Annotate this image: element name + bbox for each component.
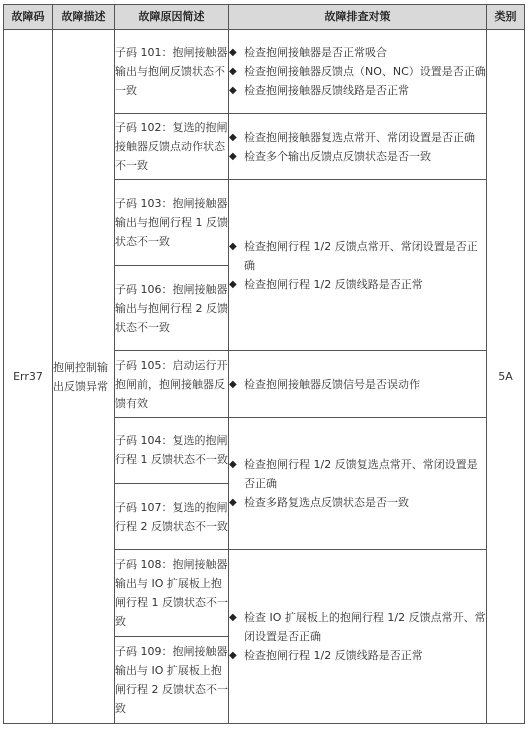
table-row bbox=[4, 30, 525, 114]
diamond-bullet-icon: ◆ bbox=[229, 650, 237, 662]
fault-code: Err37 bbox=[4, 30, 53, 724]
header-row bbox=[4, 5, 525, 30]
measure-cell bbox=[229, 417, 487, 550]
list-item bbox=[229, 237, 486, 275]
diamond-bullet-icon: ◆ bbox=[229, 150, 237, 162]
reason-cell: 子码 102：复选的抱闸接触器反馈点动作状态不一致 bbox=[115, 114, 229, 179]
fault-class: 5A bbox=[487, 30, 525, 724]
diamond-bullet-icon: ◆ bbox=[229, 612, 237, 624]
list-item bbox=[229, 62, 486, 81]
fault-table bbox=[3, 4, 525, 724]
fault-description: 抱闸控制输出反馈异常 bbox=[53, 30, 115, 724]
reason-cell: 子码 109：抱闸接触器输出与 IO 扩展板上抱闸行程 2 反馈状态不一致 bbox=[115, 636, 229, 723]
reason-cell: 子码 101：抱闸接触器输出与抱闸反馈状态不一致 bbox=[115, 30, 229, 114]
measure-cell bbox=[229, 179, 487, 351]
list-item bbox=[229, 81, 486, 100]
measure-text: 检查多路复选点反馈状态是否一致 bbox=[244, 495, 409, 509]
reason-cell: 子码 104：复选的抱闸行程 1 反馈状态不一致 bbox=[115, 417, 229, 483]
list-item bbox=[229, 275, 486, 294]
diamond-bullet-icon: ◆ bbox=[229, 278, 237, 290]
list-item bbox=[229, 147, 486, 166]
reason-cell: 子码 103：抱闸接触器输出与抱闸行程 1 反馈状态不一致 bbox=[115, 179, 229, 265]
header-reason: 故障原因简述 bbox=[115, 5, 229, 30]
list-item bbox=[229, 646, 486, 665]
measure-text: 检查抱闸接触器反馈信号是否误动作 bbox=[244, 377, 420, 391]
list-item bbox=[229, 375, 486, 394]
measure-cell bbox=[229, 351, 487, 417]
measure-text: 检查抱闸行程 1/2 反馈点常开、常闭设置是否正确 bbox=[244, 239, 478, 272]
list-item bbox=[229, 608, 486, 646]
diamond-bullet-icon: ◆ bbox=[229, 85, 237, 97]
header-measures: 故障排查对策 bbox=[229, 5, 487, 30]
measure-text: 检查抱闸行程 1/2 反馈线路是否正常 bbox=[244, 649, 423, 663]
header-class: 类别 bbox=[487, 5, 525, 30]
diamond-bullet-icon: ◆ bbox=[229, 66, 237, 78]
measure-text: 检查抱闸行程 1/2 反馈线路是否正常 bbox=[244, 277, 423, 291]
reason-cell: 子码 108：抱闸接触器输出与 IO 扩展板上抱闸行程 1 反馈状态不一致 bbox=[115, 550, 229, 636]
measure-text: 检查抱闸接触器是否正常吸合 bbox=[244, 46, 387, 60]
diamond-bullet-icon: ◆ bbox=[229, 131, 237, 143]
measure-text: 检查抱闸接触器反馈点（NO、NC）设置是否正确 bbox=[244, 65, 486, 79]
measure-cell bbox=[229, 550, 487, 724]
measure-text: 检查抱闸行程 1/2 反馈复选点常开、常闭设置是否正确 bbox=[244, 457, 478, 490]
list-item bbox=[229, 455, 486, 493]
measure-cell bbox=[229, 114, 487, 179]
reason-cell: 子码 106：抱闸接触器输出与抱闸行程 2 反馈状态不一致 bbox=[115, 266, 229, 351]
diamond-bullet-icon: ◆ bbox=[229, 240, 237, 252]
header-code: 故障码 bbox=[4, 5, 53, 30]
measure-text: 检查 IO 扩展板上的抱闸行程 1/2 反馈点常开、常闭设置是否正确 bbox=[244, 611, 486, 644]
header-description: 故障描述 bbox=[53, 5, 115, 30]
measure-cell bbox=[229, 30, 487, 114]
reason-cell: 子码 107：复选的抱闸行程 2 反馈状态不一致 bbox=[115, 483, 229, 549]
list-item bbox=[229, 493, 486, 512]
diamond-bullet-icon: ◆ bbox=[229, 458, 237, 470]
reason-cell: 子码 105：启动运行开抱闸前，抱闸接触器反馈有效 bbox=[115, 351, 229, 417]
diamond-bullet-icon: ◆ bbox=[229, 47, 237, 59]
measure-text: 检查多个输出反馈点反馈状态是否一致 bbox=[244, 149, 431, 163]
diamond-bullet-icon: ◆ bbox=[229, 496, 237, 508]
diamond-bullet-icon: ◆ bbox=[229, 378, 237, 390]
list-item bbox=[229, 43, 486, 62]
measure-text: 检查抱闸接触器复选点常开、常闭设置是否正确 bbox=[244, 130, 475, 144]
measure-text: 检查抱闸接触器反馈线路是否正常 bbox=[244, 84, 409, 98]
list-item bbox=[229, 128, 486, 147]
